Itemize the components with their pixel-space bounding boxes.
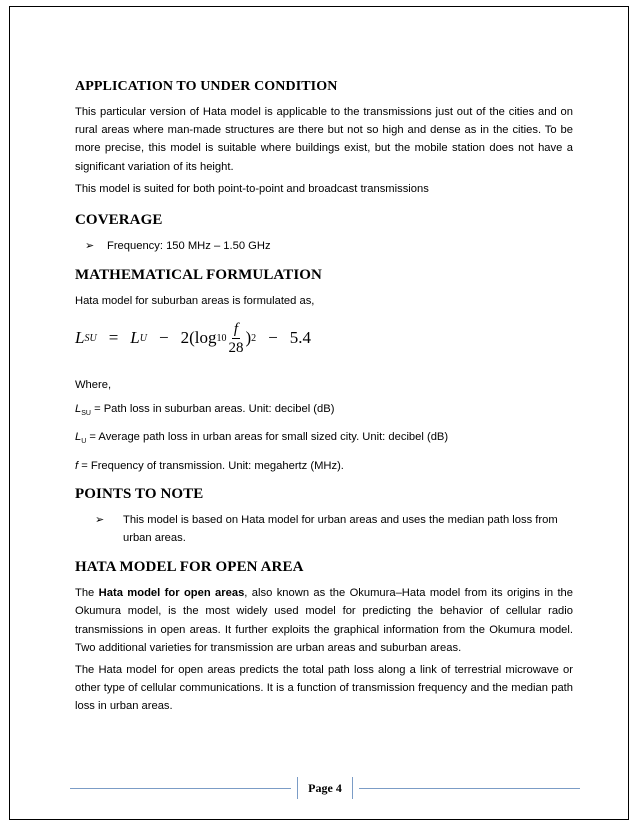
hata-suburban-formula: L SU = L U − 2(log 10 $\frac{f}{28}$ ) 2 − 5.4 (75, 320, 311, 356)
page-number: Page 4 (297, 777, 353, 799)
open-area-paragraph-2: The Hata model for open areas predicts the total path loss along a link of terrestrial microwave or other type of cellular communications. It is a function of transmission frequency and the median path loss in urban areas. (75, 663, 573, 713)
heading-points-to-note: POINTS TO NOTE (75, 485, 204, 502)
footer-rule-right (359, 788, 580, 789)
heading-hata-open-area: HATA MODEL FOR OPEN AREA (75, 559, 304, 576)
formula-fraction: $\frac{f}{28}$ (228, 320, 244, 356)
heading-mathematical-formulation: MATHEMATICAL FORMULATION (75, 267, 322, 284)
application-paragraph-2: This model is suited for both point-to-point and broadcast transmissions (75, 182, 429, 195)
footer-rule-left (70, 788, 291, 789)
coverage-bullet (75, 237, 573, 255)
application-paragraph-1: This particular version of Hata model is applicable to the transmissions just out of the cities and on rural areas where man-made structures are there but not so high and dense as in the cities. To be more precise, this model is suitable where buildings exist, but the mobile station does not have a significant variation of its height. (75, 106, 573, 173)
where-label: Where, (75, 379, 112, 392)
definition-lu: $L_U$ = Average path loss in urban areas for small sized city. Unit: decibel (dB) (75, 431, 449, 446)
heading-application: APPLICATION TO UNDER CONDITION (75, 79, 338, 94)
heading-coverage: COVERAGE (75, 212, 163, 229)
page-content (75, 79, 573, 720)
points-bullet-text: This model is based on Hata model for urban areas and uses the median path loss from urban areas. (123, 513, 558, 544)
arrow-bullet-icon: ➢ (95, 513, 105, 526)
arrow-bullet-icon: ➢ (85, 240, 95, 253)
coverage-bullet-text: Frequency: 150 MHz – 1.50 GHz (107, 240, 271, 253)
page-footer (70, 777, 580, 799)
document-page (9, 6, 629, 820)
math-intro: Hata model for suburban areas is formulated as, (75, 295, 315, 308)
open-area-paragraph-1: The Hata model for open areas, also known as the Okumura–Hata model from its origins in the Okumura model, is the most widely used model for predicting the behavior of cellular radio transmissions in open areas. It further exploits the graphical information from the Okumura model. Two additional varieties for transmission are urban areas and suburban areas. (75, 587, 573, 654)
definition-lsu: $L_{SU}$ = Path loss in suburban areas. Unit: decibel (dB) (75, 402, 335, 417)
points-bullet (75, 511, 573, 547)
definition-f: f = Frequency of transmission. Unit: megahertz (MHz). (75, 459, 344, 472)
